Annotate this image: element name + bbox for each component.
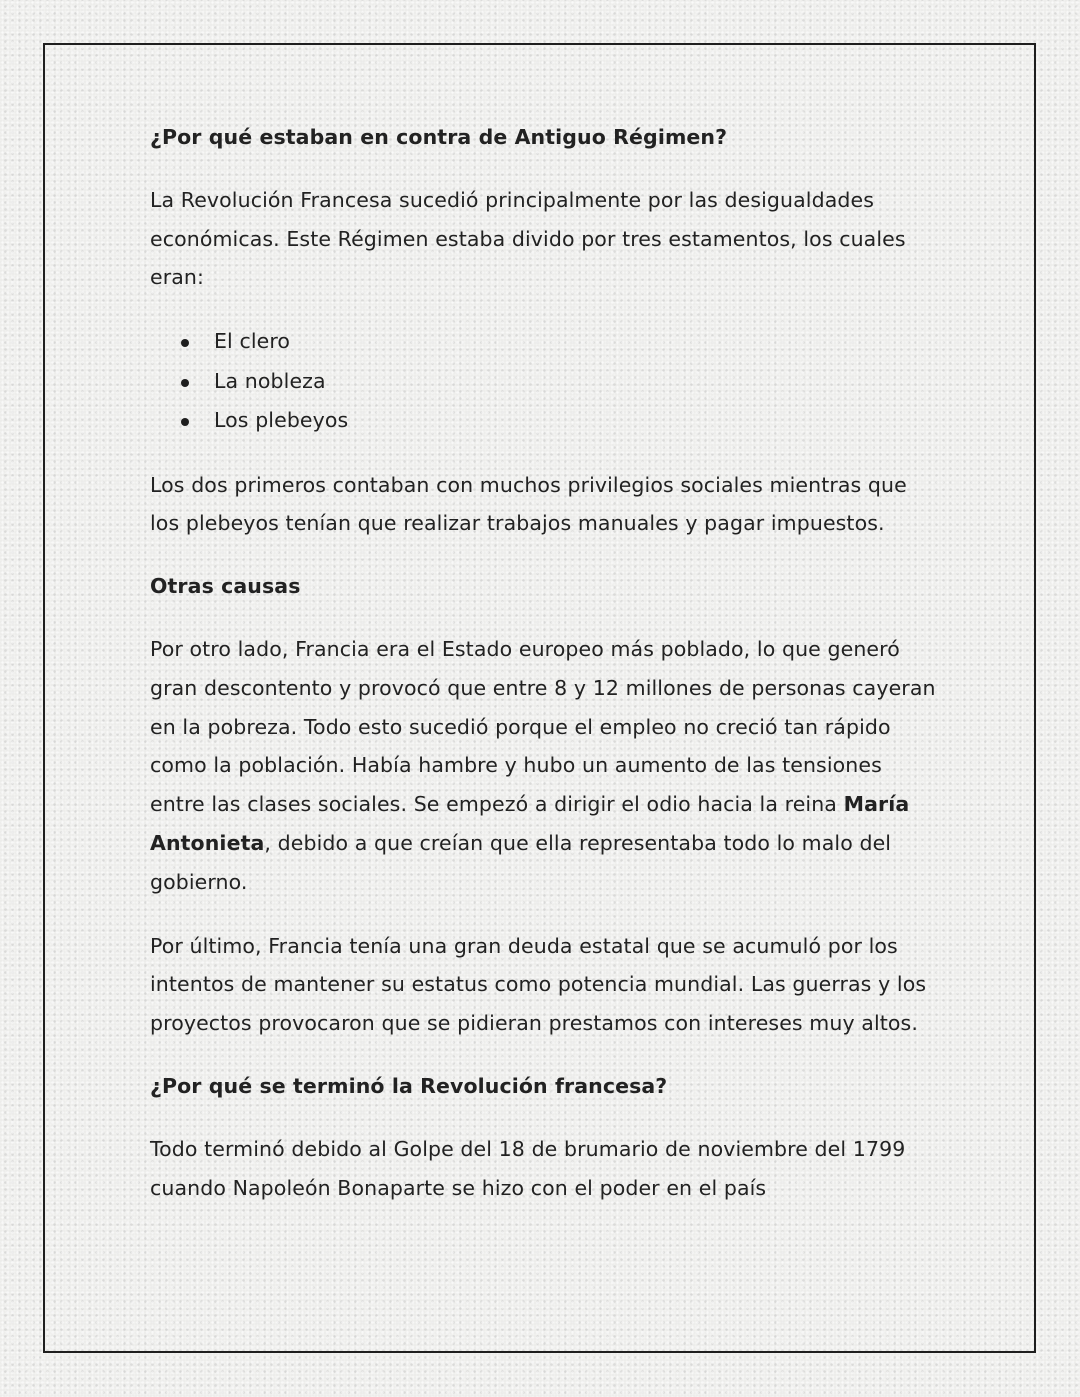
paragraph-text: , debido a que creían que ella representaba todo lo malo del gobierno.: [150, 831, 892, 894]
document-body: [150, 118, 940, 1207]
paragraph-privilegios: Los dos primeros contaban con muchos privilegios sociales mientras que los plebeyos tenían que realizar trabajos manuales y pagar impuestos.: [150, 472, 907, 536]
paragraph-deuda: Por último, Francia tenía una gran deuda estatal que se acumuló por los intentos de mantener su estatus como potencia mundial. Las guerras y los proyectos provocaron que se pidieran prestamos con intereses muy altos.: [150, 933, 927, 1036]
paragraph-desigualdades: La Revolución Francesa sucedió principalmente por las desigualdades económicas. Este Régimen estaba divido por tres estamentos, los cuales eran:: [150, 187, 906, 290]
heading-fin-revolucion: ¿Por qué se terminó la Revolución francesa?: [150, 1074, 668, 1099]
paragraph-poblacion: [150, 630, 940, 902]
bullet-icon: [181, 379, 189, 387]
estamentos-list: [150, 322, 940, 441]
list-item: [150, 401, 940, 441]
maria-antonieta-bold: María Antonieta: [150, 792, 910, 856]
list-item-label: Los plebeyos: [214, 408, 349, 433]
heading-antiguo-regimen: ¿Por qué estaban en contra de Antiguo Régimen?: [150, 125, 728, 149]
list-item: [150, 362, 940, 402]
list-item-label: La nobleza: [214, 368, 326, 393]
list-item: [150, 322, 940, 362]
list-item-label: El clero: [214, 329, 291, 354]
paragraph-text: Por otro lado, Francia era el Estado europeo más poblado, lo que generó gran descontento y provocó que entre 8 y 12 millones de personas cayeran en la pobreza. Todo esto sucedió porque el empleo no creció tan rápido como la población. Había hambre y hubo un aumento de las tensiones entre las clases sociales. Se empezó a dirigir el odio hacia la reina: [150, 637, 936, 817]
paragraph-golpe-brumario: Todo terminó debido al Golpe del 18 de brumario de noviembre del 1799 cuando Napoleón Bonaparte se hizo con el poder en el país: [150, 1136, 906, 1200]
heading-otras-causas: Otras causas: [150, 574, 301, 599]
bullet-icon: [181, 339, 189, 347]
bullet-icon: [181, 418, 189, 426]
